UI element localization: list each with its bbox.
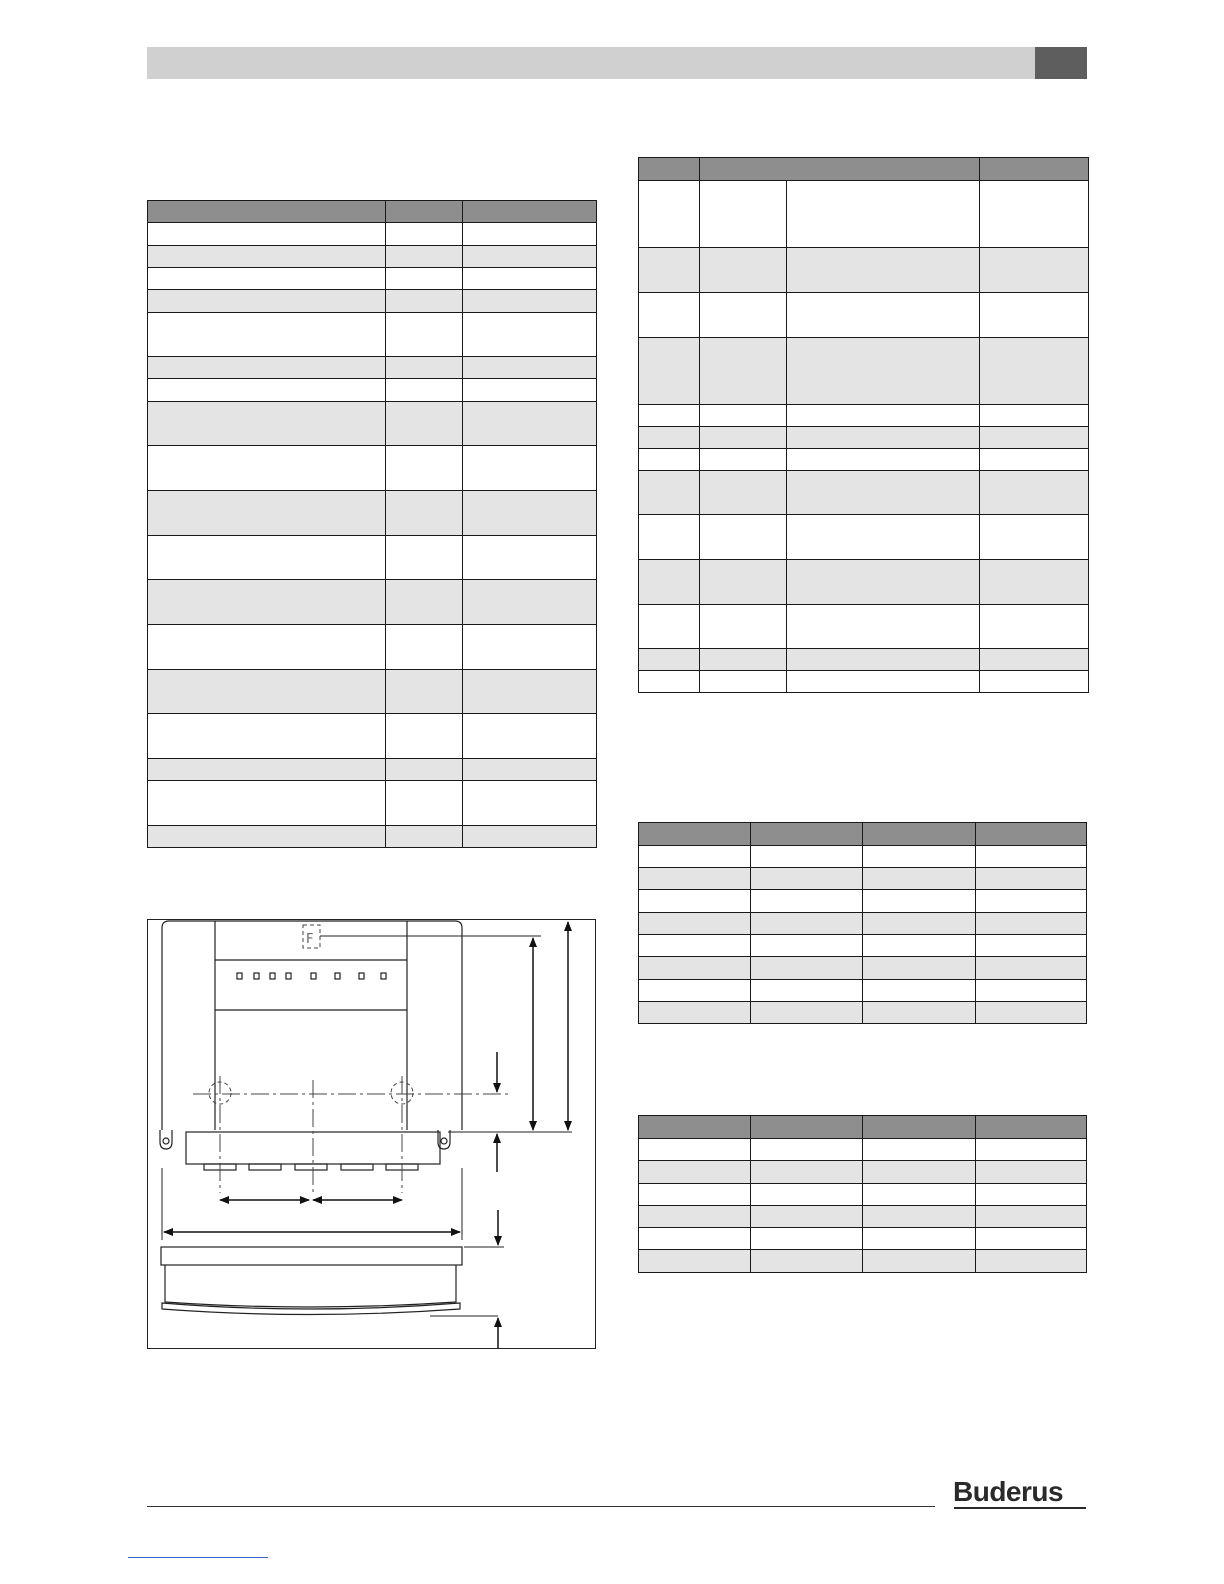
table-header-row — [639, 158, 1089, 181]
table-cell — [463, 313, 597, 357]
table-cell — [148, 491, 386, 536]
table-cell — [751, 1228, 863, 1250]
table-header-cell — [700, 158, 980, 181]
table-cell — [787, 293, 980, 338]
table-cell — [463, 268, 597, 290]
table-cell — [386, 268, 463, 290]
table-row — [639, 471, 1089, 515]
table-cell — [148, 313, 386, 357]
table-cell — [976, 1250, 1087, 1273]
table-cell — [639, 957, 751, 980]
table-cell — [463, 446, 597, 491]
spec-table-left — [147, 200, 597, 848]
table-cell — [980, 427, 1089, 449]
table-cell — [148, 759, 386, 781]
table-cell — [700, 605, 787, 649]
table-cell — [863, 957, 976, 980]
table-cell — [751, 957, 863, 980]
table-cell — [980, 560, 1089, 605]
table-cell — [751, 935, 863, 957]
table-cell — [463, 759, 597, 781]
logo-underline — [954, 1507, 1086, 1509]
table-cell — [863, 890, 976, 913]
table-row — [148, 759, 597, 781]
table-cell — [863, 846, 976, 868]
table-cell — [386, 714, 463, 759]
table-cell — [463, 491, 597, 536]
table-cell — [863, 980, 976, 1002]
table-cell — [976, 957, 1087, 980]
table-row — [148, 446, 597, 491]
table-cell — [700, 181, 787, 248]
table-cell — [787, 338, 980, 405]
table-cell — [639, 293, 700, 338]
table-row — [148, 536, 597, 580]
table-header-cell — [148, 201, 386, 223]
table-cell — [751, 890, 863, 913]
table-row — [639, 1250, 1087, 1273]
table-cell — [386, 402, 463, 446]
table-cell — [976, 868, 1087, 890]
table-cell — [386, 781, 463, 826]
dimension-diagram — [147, 919, 596, 1349]
table-cell — [386, 536, 463, 580]
table-cell — [639, 1184, 751, 1206]
table-row — [639, 980, 1087, 1002]
table-cell — [751, 1139, 863, 1161]
table-cell — [463, 781, 597, 826]
table-cell — [148, 290, 386, 313]
table-cell — [980, 405, 1089, 427]
table-cell — [639, 1250, 751, 1273]
table-cell — [463, 580, 597, 625]
table-cell — [787, 427, 980, 449]
table-cell — [386, 670, 463, 714]
table-cell — [751, 846, 863, 868]
table-row — [639, 248, 1089, 293]
table-cell — [639, 427, 700, 449]
table-cell — [386, 223, 463, 246]
table-header-row — [148, 201, 597, 223]
table-cell — [787, 515, 980, 560]
table-cell — [787, 649, 980, 671]
footer-rule — [147, 1506, 935, 1507]
table-cell — [700, 338, 787, 405]
table-cell — [751, 1206, 863, 1228]
table-cell — [639, 449, 700, 471]
table-cell — [863, 1139, 976, 1161]
table-cell — [148, 781, 386, 826]
table-cell — [463, 536, 597, 580]
table-cell — [976, 1002, 1087, 1024]
table-row — [148, 781, 597, 826]
table-row — [148, 402, 597, 446]
table-cell — [148, 670, 386, 714]
table-cell — [386, 246, 463, 268]
table-cell — [700, 560, 787, 605]
table-row — [148, 826, 597, 848]
table-cell — [976, 913, 1087, 935]
table-cell — [386, 826, 463, 848]
table-cell — [700, 671, 787, 693]
buderus-logo: Buderus — [953, 1476, 1064, 1507]
table-cell — [639, 1228, 751, 1250]
table-cell — [639, 605, 700, 649]
table-cell — [980, 293, 1089, 338]
table-row — [639, 868, 1087, 890]
table-cell — [976, 1206, 1087, 1228]
table-row — [639, 957, 1087, 980]
table-cell — [639, 181, 700, 248]
table-cell — [863, 1250, 976, 1273]
table-cell — [863, 1002, 976, 1024]
table-cell — [386, 313, 463, 357]
table-cell — [148, 357, 386, 379]
table-cell — [700, 449, 787, 471]
table-cell — [751, 1184, 863, 1206]
table-cell — [863, 1161, 976, 1184]
table-cell — [639, 560, 700, 605]
table-row — [639, 1206, 1087, 1228]
table-cell — [639, 890, 751, 913]
table-cell — [148, 714, 386, 759]
table-cell — [787, 449, 980, 471]
table-row — [148, 357, 597, 379]
table-cell — [787, 671, 980, 693]
spec-table-right — [638, 157, 1089, 693]
table-row — [148, 290, 597, 313]
table-cell — [976, 1139, 1087, 1161]
table-row — [639, 935, 1087, 957]
table-cell — [980, 605, 1089, 649]
table-header-cell — [639, 1116, 751, 1139]
table-cell — [639, 868, 751, 890]
table-cell — [863, 935, 976, 957]
table-cell — [976, 846, 1087, 868]
page-header-bar — [147, 47, 1035, 79]
table-cell — [639, 405, 700, 427]
table-row — [148, 268, 597, 290]
unit-drawing — [148, 920, 597, 1350]
table-cell — [787, 605, 980, 649]
table-cell — [386, 580, 463, 625]
table-cell — [386, 625, 463, 670]
table-cell — [863, 1184, 976, 1206]
table-cell — [976, 980, 1087, 1002]
table-cell — [639, 1002, 751, 1024]
table-cell — [463, 402, 597, 446]
chapter-tab — [1035, 47, 1087, 79]
table-cell — [639, 1206, 751, 1228]
table-cell — [639, 671, 700, 693]
table-cell — [976, 1228, 1087, 1250]
table-cell — [148, 268, 386, 290]
table-row — [639, 649, 1089, 671]
table-cell — [148, 246, 386, 268]
table-row — [639, 338, 1089, 405]
table-row — [639, 1184, 1087, 1206]
table-row — [639, 605, 1089, 649]
table-cell — [980, 248, 1089, 293]
table-cell — [976, 1184, 1087, 1206]
table-header-cell — [980, 158, 1089, 181]
table-cell — [148, 402, 386, 446]
table-cell — [700, 515, 787, 560]
table-header-cell — [639, 823, 751, 846]
table-row — [639, 890, 1087, 913]
table-cell — [700, 471, 787, 515]
table-row — [639, 846, 1087, 868]
table-header-cell — [386, 201, 463, 223]
table-header-row — [639, 823, 1087, 846]
table-cell — [980, 515, 1089, 560]
table-cell — [148, 446, 386, 491]
table-cell — [751, 868, 863, 890]
table-cell — [386, 759, 463, 781]
table-row — [148, 580, 597, 625]
table-cell — [386, 491, 463, 536]
table-cell — [751, 980, 863, 1002]
table-header-cell — [463, 201, 597, 223]
table-cell — [639, 338, 700, 405]
table-cell — [386, 446, 463, 491]
table-cell — [976, 935, 1087, 957]
table-cell — [639, 1139, 751, 1161]
table-header-cell — [976, 823, 1087, 846]
table-cell — [639, 471, 700, 515]
table-row — [639, 515, 1089, 560]
table-header-cell — [976, 1116, 1087, 1139]
table-cell — [787, 405, 980, 427]
table-cell — [463, 246, 597, 268]
table-cell — [787, 248, 980, 293]
table-header-cell — [639, 158, 700, 181]
table-cell — [463, 714, 597, 759]
table-row — [148, 491, 597, 536]
table-cell — [639, 1161, 751, 1184]
table-header-cell — [751, 823, 863, 846]
table-cell — [639, 248, 700, 293]
table-cell — [639, 913, 751, 935]
table-cell — [386, 290, 463, 313]
table-cell — [787, 181, 980, 248]
table-cell — [751, 1161, 863, 1184]
table-cell — [148, 625, 386, 670]
page-link[interactable] — [128, 1557, 268, 1558]
table-cell — [976, 890, 1087, 913]
small-table-1 — [638, 822, 1087, 1024]
table-cell — [463, 625, 597, 670]
table-cell — [700, 427, 787, 449]
table-header-cell — [863, 823, 976, 846]
table-row — [148, 246, 597, 268]
table-cell — [463, 379, 597, 402]
table-cell — [751, 913, 863, 935]
table-row — [148, 379, 597, 402]
table-cell — [463, 357, 597, 379]
table-cell — [980, 649, 1089, 671]
table-header-row — [639, 1116, 1087, 1139]
table-cell — [639, 935, 751, 957]
table-cell — [148, 536, 386, 580]
table-cell — [863, 913, 976, 935]
table-cell — [863, 1206, 976, 1228]
table-cell — [700, 649, 787, 671]
table-cell — [639, 846, 751, 868]
table-row — [639, 405, 1089, 427]
table-cell — [463, 826, 597, 848]
table-cell — [863, 868, 976, 890]
table-cell — [639, 980, 751, 1002]
table-row — [148, 714, 597, 759]
table-cell — [639, 515, 700, 560]
table-cell — [148, 223, 386, 246]
table-cell — [386, 379, 463, 402]
table-cell — [980, 671, 1089, 693]
table-row — [148, 670, 597, 714]
table-row — [148, 223, 597, 246]
table-cell — [639, 649, 700, 671]
table-cell — [463, 670, 597, 714]
table-cell — [386, 357, 463, 379]
table-cell — [463, 290, 597, 313]
table-cell — [863, 1228, 976, 1250]
table-cell — [700, 405, 787, 427]
table-row — [639, 1228, 1087, 1250]
table-cell — [976, 1161, 1087, 1184]
table-header-cell — [863, 1116, 976, 1139]
table-row — [639, 1161, 1087, 1184]
table-cell — [751, 1250, 863, 1273]
table-row — [639, 427, 1089, 449]
table-row — [148, 625, 597, 670]
table-row — [639, 671, 1089, 693]
table-row — [639, 449, 1089, 471]
table-row — [639, 293, 1089, 338]
table-cell — [980, 471, 1089, 515]
table-row — [639, 181, 1089, 248]
small-table-2 — [638, 1115, 1087, 1273]
table-cell — [980, 338, 1089, 405]
table-cell — [751, 1002, 863, 1024]
table-row — [639, 1139, 1087, 1161]
table-row — [639, 913, 1087, 935]
table-cell — [700, 248, 787, 293]
table-cell — [148, 826, 386, 848]
table-header-cell — [751, 1116, 863, 1139]
table-cell — [787, 471, 980, 515]
table-row — [639, 560, 1089, 605]
table-cell — [787, 560, 980, 605]
table-row — [639, 1002, 1087, 1024]
table-cell — [980, 449, 1089, 471]
callout-label: F — [306, 932, 314, 947]
table-cell — [463, 223, 597, 246]
table-cell — [148, 580, 386, 625]
table-cell — [148, 379, 386, 402]
table-row — [148, 313, 597, 357]
table-cell — [700, 293, 787, 338]
table-cell — [980, 181, 1089, 248]
